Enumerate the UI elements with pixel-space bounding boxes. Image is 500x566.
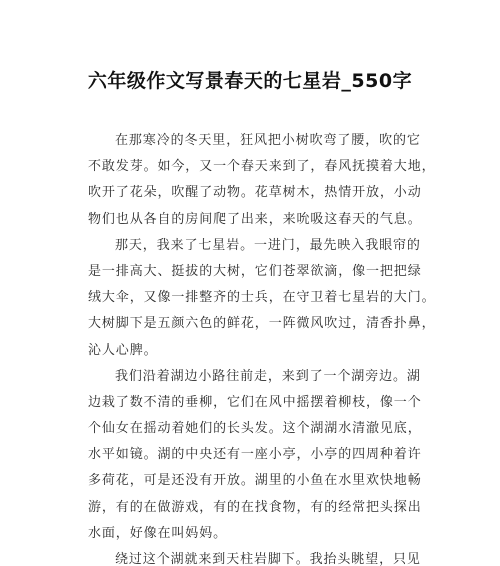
body-line: 是一排高大、挺拔的大树，它们苍翠欲滴，像一把把绿 — [88, 263, 422, 279]
article-title: 六年级作文写景春天的七星岩_550字 — [87, 70, 413, 92]
body-line: 那天，我来了七星岩。一进门，最先映入我眼帘的 — [115, 237, 421, 253]
body-line: 在那寒冷的冬天里，狂风把小树吹弯了腰，吹的它 — [115, 133, 421, 148]
body-line: 个仙女在摇动着她们的长头发。这个湖湖水清澈见底， — [88, 421, 422, 437]
body-line: 多荷花，可是还没有开放。湖里的小鱼在水里欢快地畅 — [88, 473, 422, 489]
body-line: 边栽了数不清的垂柳，它们在风中摇摆着柳枝，像一个 — [88, 394, 422, 410]
body-line: 绕过这个湖就来到天柱岩脚下。我抬头眺望，只见 — [115, 552, 421, 566]
body-line: 水平如镜。湖的中央还有一座小亭，小亭的四周种着许 — [88, 447, 422, 463]
body-line: 不敢发芽。如今，又一个春天来到了，春风抚摸着大地， — [88, 159, 436, 175]
body-line: 沁人心脾。 — [88, 342, 158, 358]
body-line: 物们也从各自的房间爬了出来，来吮吸这春天的气息。 — [88, 211, 422, 227]
article-body — [88, 128, 436, 566]
body-line: 水面，好像在叫妈妈。 — [88, 525, 228, 541]
body-line: 绒大伞，又像一排整齐的士兵，在守卫着七星岩的大门。 — [88, 290, 436, 306]
body-line: 大树脚下是五颜六色的鲜花，一阵微风吹过，清香扑鼻， — [88, 316, 436, 332]
body-line: 游，有的在做游戏，有的在找食物，有的经常把头探出 — [88, 499, 422, 515]
body-line: 吹开了花朵，吹醒了动物。花草树木，热情开放，小动 — [88, 185, 422, 201]
body-line: 我们沿着湖边小路往前走，来到了一个湖旁边。湖 — [115, 368, 421, 384]
